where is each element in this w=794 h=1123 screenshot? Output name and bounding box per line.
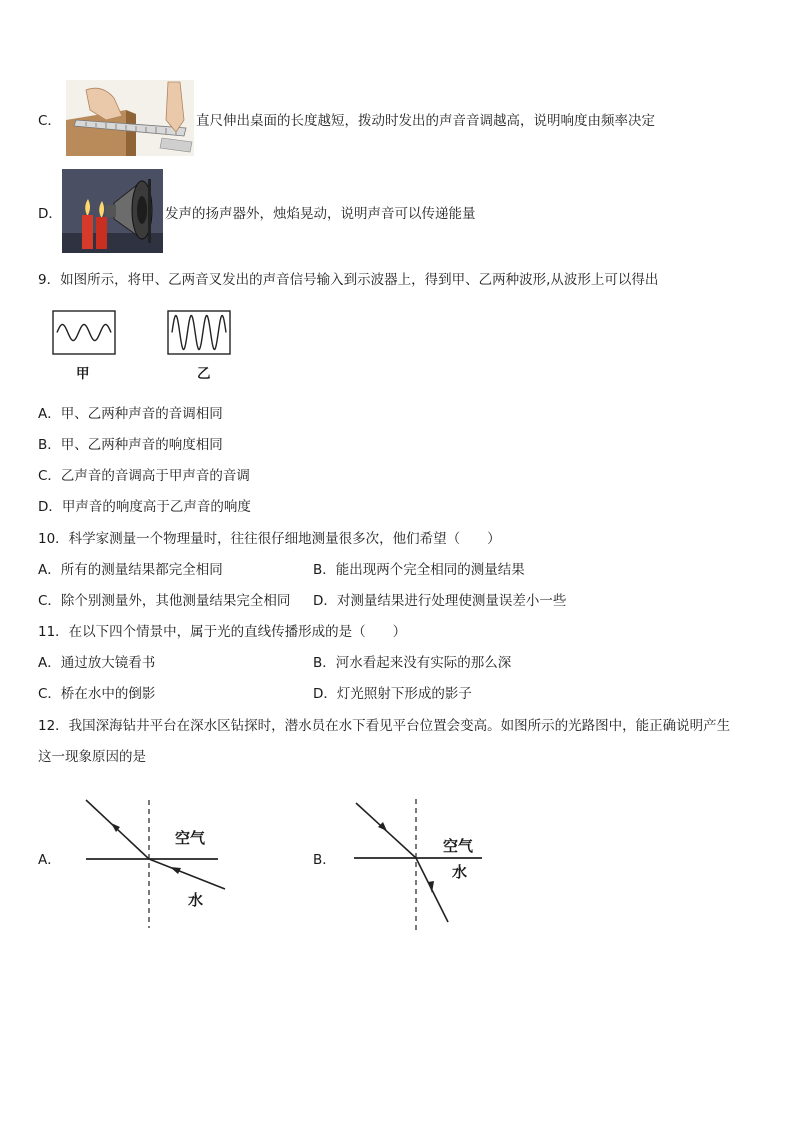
q9-option-a: A．甲、乙两种声音的音调相同	[38, 406, 223, 422]
air-label-a: 空气	[175, 829, 206, 847]
q11-option-b: B．河水看起来没有实际的那么深	[313, 655, 512, 671]
q12-option-a-label: A．	[38, 852, 61, 868]
waveform-yi	[167, 310, 231, 355]
q9-option-d: D．甲声音的响度高于乙声音的响度	[38, 499, 251, 515]
q10-stem: 10．科学家测量一个物理量时，往往很仔细地测量很多次，他们希望（ ）	[38, 531, 501, 547]
q11-stem: 11．在以下四个情景中，属于光的直线传播形成的是（ ）	[38, 624, 407, 640]
q12-option-b-label: B．	[313, 852, 336, 868]
q9-stem: 9．如图所示，将甲、乙两音叉发出的声音信号输入到示波器上，得到甲、乙两种波形,从波形上可以得出	[38, 272, 659, 288]
q8-option-c-text: 直尺伸出桌面的长度越短，拨动时发出的声音音调越高，说明响度由频率决定	[196, 113, 655, 129]
water-label-b: 水	[452, 863, 468, 881]
q10-option-d: D．对测量结果进行处理使测量误差小一些	[313, 593, 567, 609]
q8-option-d-text: 发声的扬声器外，烛焰晃动，说明声音可以传递能量	[165, 206, 476, 222]
q10-option-b: B．能出现两个完全相同的测量结果	[313, 562, 525, 578]
q11-option-a: A．通过放大镜看书	[38, 655, 156, 671]
q11-option-d: D．灯光照射下形成的影子	[313, 686, 472, 702]
q12-stem-line2: 这一现象原因的是	[38, 749, 146, 765]
speaker-candle-image	[62, 169, 163, 253]
air-label-b: 空气	[443, 837, 474, 855]
water-label-a: 水	[188, 891, 204, 909]
waveform-label-jia: 甲	[76, 366, 90, 382]
waveform-label-yi: 乙	[197, 366, 211, 382]
q8-option-d-label: D．	[38, 206, 62, 222]
q12-stem-line1: 12．我国深海钻井平台在深水区钻探时，潜水员在水下看见平台位置会变高。如图所示的光路图中，能正确说明产生	[38, 718, 731, 734]
ruler-experiment-image	[66, 80, 194, 156]
q9-option-b: B．甲、乙两种声音的响度相同	[38, 437, 223, 453]
q9-option-c: C．乙声音的音调高于甲声音的音调	[38, 468, 250, 484]
light-path-diagram-b	[350, 795, 490, 935]
q10-option-c: C．除个别测量外，其他测量结果完全相同	[38, 593, 291, 609]
waveform-jia	[52, 310, 116, 355]
q10-option-a: A．所有的测量结果都完全相同	[38, 562, 223, 578]
light-path-diagram-a	[80, 790, 230, 930]
q8-option-c-label: C．	[38, 113, 61, 129]
q11-option-c: C．桥在水中的倒影	[38, 686, 156, 702]
